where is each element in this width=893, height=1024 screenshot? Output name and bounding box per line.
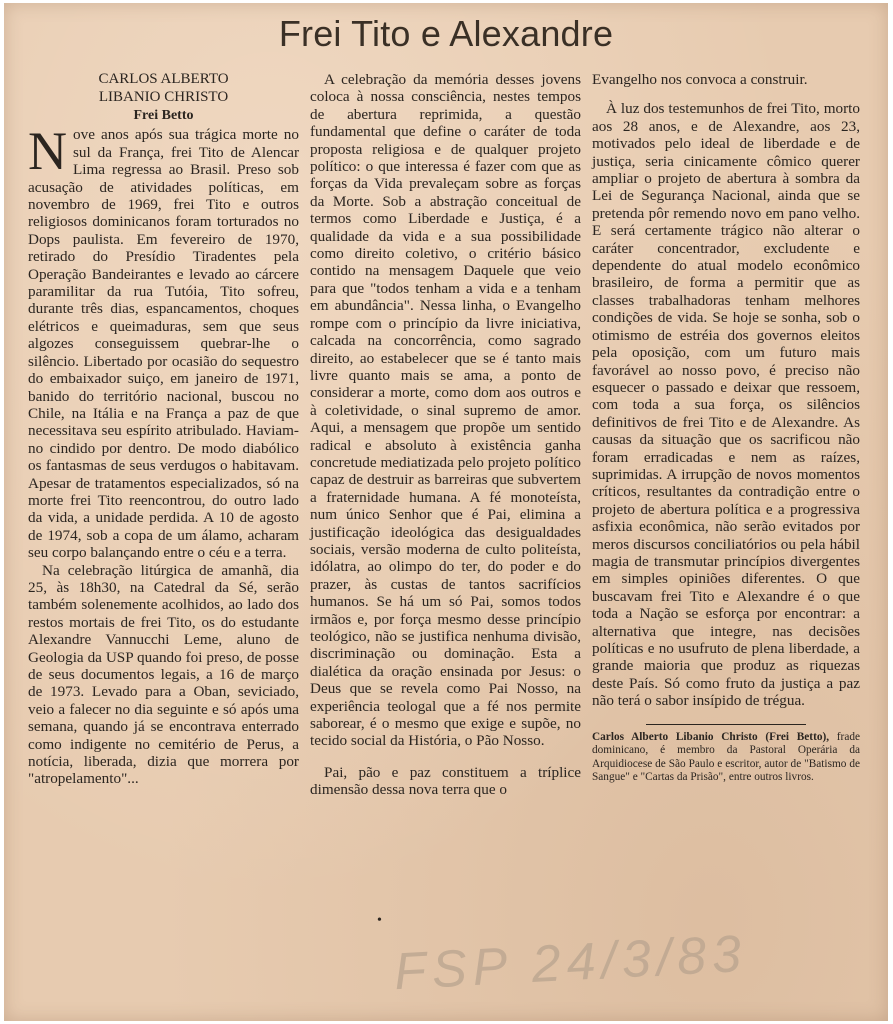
byline-name-line2: LIBANIO CHRISTO bbox=[98, 89, 229, 105]
column-3 bbox=[592, 71, 860, 785]
paragraph: Na celebração litúrgica de amanhã, dia 25, às 18h30, na Catedral da Sé, serão também solenemente acolhidos, ao lado dos restos mortais de frei Tito, os do estudante Alexandre Vannucchi Leme, aluno de Geologia da USP quando foi preso, de posse de seus documentos legais, a 16 de março de 1973. Levado para a Oban, seviciado, veio a falecer no dia seguinte e só após uma semana, quando já se encontrava enterrado como indigente no cemitério de Perus, a notícia, liberada, dizia que morrera por "atropelamento"... bbox=[28, 561, 299, 788]
paragraph: Pai, pão e paz constituem a tríplice dimensão dessa nova terra que o bbox=[310, 763, 581, 799]
paragraph bbox=[28, 121, 299, 562]
handwritten-date-note: FSP 24/3/83 bbox=[392, 924, 749, 1002]
byline-name-line1: CARLOS ALBERTO bbox=[98, 71, 229, 87]
paragraph-text: ove anos após sua trágica morte no sul da França, frei Tito de Alencar Lima regressa ao Brasil. Preso sob acusação de atividades políticas, em novembro de 1969, frei Tito e outros religiosos dominicanos foram torturados no Dops paulista. Em fevereiro de 1970, retirado do Presídio Tiradentes pela Operação Bandeirantes e levado ao cárcere paramilitar da rua Tutóia, Tito sofreu, durante três dias, espancamentos, choques elétricos e queimaduras, sem que seus algozes conseguissem quebrar-lhe o silêncio. Libertado por ocasião do sequestro do embaixador suiço, em janeiro de 1971, banido do território nacional, buscou no Chile, na Itália e na França a paz de que necessitava seu espírito atribulado. Haviam-no cindido por dentro. De modo diabólico os fantasmas de seus verdugos o habitavam. Apesar de tratamentos especializados, só na morte frei Tito reencontrou, do outro lado da vida, a unidade perdida. A 10 de agosto de 1974, sob a copa de um álamo, acharam seu corpo balançando entre o céu e a terra. bbox=[28, 126, 299, 562]
column-2 bbox=[310, 71, 581, 799]
divider bbox=[646, 724, 806, 725]
author-note bbox=[592, 731, 860, 785]
author-note-text: frade dominicano, é membro da Pastoral Operária da Arquidiocese de São Paulo e escritor, autor de "Batismo de Sangue" e "Cartas da Prisão", entre outros livros. bbox=[592, 730, 860, 784]
byline-alias: Frei Betto bbox=[133, 108, 194, 123]
paragraph: À luz dos testemunhos de frei Tito, morto aos 28 anos, e de Alexandre, aos 23, motivados pelo ideal de liberdade e de justiça, seria cinicamente cômico querer ampliar o projeto de abertura à sombra da Lei de Segurança Nacional, ainda que se pretenda pôr remendo novo em pano velho. E será certamente trágico não alterar o caráter concentrador, excludente e dependente do atual modelo econômico brasileiro, de forma a permitir que as classes trabalhadoras tenham melhores condições de vida. Se hoje se sonha, sob o otimismo de estréia dos governos eleitos pela oposição, com um futuro mais favorável ao nosso povo, é preciso não esquecer o passado e deixar que ressoem, com toda a sua força, os silêncios definitivos de frei Tito e de Alexandre. As causas da situação que os sacrificou não foram erradicadas e nem as raízes, suprimidas. A irrupção de novos momentos críticos, resultantes da contradição entre o projeto de abertura política e a progressiva asfixia econômica, não serão evitados por meros discursos conciliatórios ou pela hábil magia de transmutar princípios divergentes em simples opiniões diferentes. O que buscavam frei Tito e Alexandre é o que toda a Nação se esforça por encontrar: a alternativa que integre, nas decisões políticas e no usufruto de plena liberdade, a grande maioria que produz as riquezas deste País. Só como fruto da justiça a paz não terá o sabor insípido de trégua. bbox=[592, 100, 860, 710]
headline: Frei Tito e Alexandre bbox=[278, 13, 614, 54]
drop-cap: N bbox=[28, 121, 67, 182]
paragraph: A celebração da memória desses jovens coloca à nossa consciência, nestes tempos de abertura reprimida, a questão fundamental que define o caráter de toda proposta religiosa e de qualquer projeto político: o que interessa é fazer com que as forças da Vida prevaleçam sobre as forças da Morte. Sob a abstração conceitual de termos como Liberdade e Justiça, é a qualidade da vida e a sua possibilidade como direito coletivo, o critério básico contido na mensagem Daquele que veio para que "todos tenham a vida e a tenham em abundância". Nessa linha, o Evangelho rompe com o princípio da livre iniciativa, calcada na concorrência, como sagrado direito, ao estabelecer que se é tanto mais livre quanto mais se ama, a ponto de considerar a morte, como dom aos outros e à coletividade, o sinal supremo de amor. Aqui, a mensagem que propõe um sentido radical e absoluto à existência ganha concretude mediatizada pelo projeto político capaz de destruir as barreiras que subvertem a fraternidade humana. A fé monoteísta, num único Senhor que é Pai, elimina a justificação ideológica das desigualdades sociais, versão moderna de culto politeísta, idólatra, ao olimpo do ter, do poder e do prazer, às custas de tantos sacrifícios humanos. Se há um só Pai, somos todos irmãos e, por força mesmo desse princípio teológico, não se justifica nenhuma divisão, discriminação ou dominação. Esta a dialética da oração ensinada por Jesus: o Deus que se revela como Pai Nosso, na experiência teologal que a fé nos permite saborear, é o mesmo que exige e supõe, no tecido social da História, o Pão Nosso. bbox=[310, 71, 581, 750]
paragraph: Evangelho nos convoca a construir. bbox=[592, 71, 808, 88]
author-note-name: Carlos Alberto Libanio Christo (Frei Betto), bbox=[592, 730, 830, 743]
newspaper-clipping bbox=[4, 3, 888, 1021]
ornament-dot: • bbox=[377, 913, 382, 928]
column-1 bbox=[28, 71, 299, 788]
